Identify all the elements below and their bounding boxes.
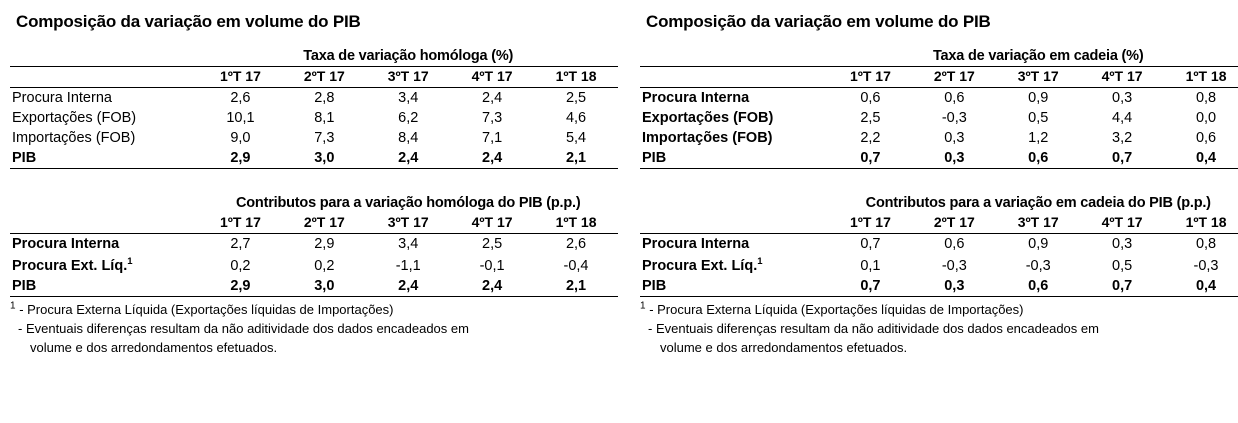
table-column-header-row (640, 67, 1238, 88)
table-span-header-row (640, 48, 1238, 67)
footnote-text: - Procura Externa Líquida (Exportações líquidas de Importações) (649, 301, 1024, 317)
cell-value: 6,2 (398, 110, 419, 126)
table-row (10, 254, 618, 276)
cell-value: 0,9 (1028, 90, 1049, 106)
cell-value: 0,0 (1195, 110, 1217, 126)
cell-value: 2,4 (482, 90, 503, 106)
cell-value: 0,4 (1164, 276, 1238, 297)
cell-value: -0,3 (941, 110, 967, 126)
cell-value: 0,2 (314, 257, 335, 274)
column-header: 1ºT 18 (1164, 67, 1238, 88)
row-label: Importações (FOB) (12, 130, 136, 146)
column-header: 1ºT 18 (534, 213, 618, 234)
cell-value: 0,3 (944, 130, 965, 146)
cell-value: 0,6 (1195, 130, 1217, 146)
cell-value: 0,6 (996, 276, 1080, 297)
row-label: Procura Interna (12, 236, 120, 252)
cell-value: 0,7 (828, 276, 912, 297)
cell-value: 0,9 (1028, 236, 1049, 252)
cell-value: 2,9 (198, 148, 282, 169)
cell-value: 0,8 (1195, 236, 1217, 252)
table-column-header-row (10, 67, 618, 88)
cell-value: -0,3 (941, 257, 967, 274)
cell-value: 7,3 (314, 130, 335, 146)
table-span-header-row (10, 195, 618, 213)
cell-value: 0,3 (1112, 90, 1133, 106)
column-header: 4ºT 17 (450, 67, 534, 88)
column-header: 1ºT 17 (198, 67, 282, 88)
row-label: Exportações (FOB) (642, 110, 774, 126)
cell-value: 4,4 (1112, 110, 1133, 126)
table-row-total (10, 148, 618, 169)
column-header: 3ºT 17 (996, 213, 1080, 234)
table-span-header-row (640, 195, 1238, 213)
row-label: Procura Interna (642, 236, 750, 252)
footnote-line: volume e dos arredondamentos efetuados. (660, 339, 908, 355)
row-label: PIB (640, 276, 828, 297)
cell-value: 5,4 (565, 130, 587, 146)
cell-value: 3,4 (398, 90, 419, 106)
cell-value: 0,7 (828, 148, 912, 169)
cell-value: 0,6 (944, 236, 965, 252)
column-header: 4ºT 17 (1080, 67, 1164, 88)
table-span-header-row (10, 48, 618, 67)
cell-value: -0,3 (1193, 257, 1219, 274)
footnote-line (640, 301, 1238, 320)
footnote-line: - Eventuais diferenças resultam da não aditividade dos dados encadeados em (648, 320, 1099, 336)
column-header: 2ºT 17 (912, 213, 996, 234)
table-row (640, 254, 1238, 276)
cell-value: 0,6 (996, 148, 1080, 169)
footnote-line (10, 301, 618, 320)
cell-value: 2,9 (314, 236, 335, 252)
cell-value: 7,1 (482, 130, 503, 146)
cell-value: -1,1 (395, 257, 421, 274)
cell-value: 2,5 (482, 236, 503, 252)
cell-value: 0,7 (1080, 148, 1164, 169)
table-row (640, 128, 1238, 148)
cell-value: 2,5 (565, 90, 587, 106)
page-title-left: Composição da variação em volume do PIB (16, 12, 361, 31)
cell-value: 2,5 (860, 110, 881, 126)
cell-value: 2,2 (860, 130, 881, 146)
panel-homologa (10, 0, 618, 357)
row-label: Importações (FOB) (642, 130, 773, 146)
table-row (10, 108, 618, 128)
table-row (640, 88, 1238, 109)
footnote-marker: 1 (757, 256, 763, 267)
table-row-total (10, 276, 618, 297)
cell-value: 0,5 (1112, 257, 1133, 274)
cell-value: 8,1 (314, 110, 335, 126)
column-header: 1ºT 17 (828, 213, 912, 234)
cell-value: 3,4 (398, 236, 419, 252)
span-header-label: Contributos para a variação homóloga do PIB (p.p.) (236, 195, 581, 211)
column-header: 2ºT 17 (282, 67, 366, 88)
cell-value: 2,4 (450, 276, 534, 297)
cell-value: 0,2 (230, 257, 251, 274)
footnote-line: - Eventuais diferenças resultam da não aditividade dos dados encadeados em (18, 320, 469, 336)
table-taxa-variacao-cadeia (640, 48, 1238, 169)
cell-value: 0,7 (1080, 276, 1164, 297)
table-row (10, 88, 618, 109)
panel-cadeia (640, 0, 1238, 357)
column-header: 4ºT 17 (450, 213, 534, 234)
row-label-text: Procura Ext. Líq. (12, 257, 128, 274)
cell-value: -0,1 (479, 257, 505, 274)
row-label: Procura Interna (12, 90, 112, 106)
column-header: 1ºT 17 (198, 213, 282, 234)
column-header: 3ºT 17 (366, 213, 450, 234)
footnotes-right (640, 301, 1238, 358)
footnote-marker: 1 (10, 300, 16, 312)
cell-value: 9,0 (230, 130, 251, 146)
cell-value: 0,3 (912, 276, 996, 297)
table-row (640, 234, 1238, 255)
table-taxa-variacao-homologa (10, 48, 618, 169)
cell-value: 0,7 (860, 236, 881, 252)
table-row (10, 234, 618, 255)
row-label: PIB (10, 148, 198, 169)
column-header: 1ºT 18 (534, 67, 618, 88)
cell-value: 2,1 (534, 276, 618, 297)
page-title-right: Composição da variação em volume do PIB (646, 12, 991, 31)
column-header: 2ºT 17 (912, 67, 996, 88)
footnote-text: - Procura Externa Líquida (Exportações líquidas de Importações) (19, 301, 394, 317)
column-header: 2ºT 17 (282, 213, 366, 234)
column-header: 4ºT 17 (1080, 213, 1164, 234)
row-label-text: Procura Ext. Líq. (642, 257, 758, 274)
column-header: 3ºT 17 (366, 67, 450, 88)
cell-value: 10,1 (226, 110, 255, 126)
cell-value: 0,5 (1028, 110, 1049, 126)
cell-value: 3,0 (282, 276, 366, 297)
cell-value: 1,2 (1028, 130, 1049, 146)
span-header-label: Contributos para a variação em cadeia do PIB (p.p.) (865, 195, 1211, 211)
cell-value: -0,3 (1025, 257, 1051, 274)
row-label (640, 254, 828, 276)
cell-value: 2,4 (366, 276, 450, 297)
cell-value: 2,6 (230, 90, 251, 106)
cell-value: 0,3 (912, 148, 996, 169)
cell-value: 7,3 (482, 110, 503, 126)
span-header-label: Taxa de variação em cadeia (%) (828, 48, 1238, 67)
table-contributos-homologa (10, 195, 618, 297)
cell-value: 0,3 (1112, 236, 1133, 252)
cell-value: 2,4 (366, 148, 450, 169)
footnote-line: volume e dos arredondamentos efetuados. (30, 339, 278, 355)
column-header: 1ºT 17 (828, 67, 912, 88)
row-label: Exportações (FOB) (12, 110, 137, 126)
cell-value: 2,6 (565, 236, 587, 252)
table-row-total (640, 276, 1238, 297)
table-row (640, 108, 1238, 128)
table-column-header-row (640, 213, 1238, 234)
cell-value: 0,4 (1164, 148, 1238, 169)
row-label: PIB (640, 148, 828, 169)
cell-value: 4,6 (565, 110, 587, 126)
cell-value: -0,4 (563, 257, 589, 274)
cell-value: 3,2 (1112, 130, 1133, 146)
footnote-marker: 1 (640, 300, 646, 312)
row-label: Procura Interna (642, 90, 750, 106)
cell-value: 2,7 (230, 236, 251, 252)
cell-value: 0,8 (1195, 90, 1217, 106)
table-contributos-cadeia (640, 195, 1238, 297)
cell-value: 2,4 (450, 148, 534, 169)
cell-value: 8,4 (398, 130, 419, 146)
column-header: 1ºT 18 (1164, 213, 1238, 234)
footnote-marker: 1 (127, 256, 133, 267)
table-row-total (640, 148, 1238, 169)
span-header-label: Taxa de variação homóloga (%) (198, 48, 618, 67)
cell-value: 2,9 (198, 276, 282, 297)
column-header: 3ºT 17 (996, 67, 1080, 88)
table-column-header-row (10, 213, 618, 234)
cell-value: 0,6 (860, 90, 881, 106)
cell-value: 3,0 (282, 148, 366, 169)
cell-value: 0,1 (860, 257, 881, 274)
row-label: PIB (10, 276, 198, 297)
cell-value: 0,6 (944, 90, 965, 106)
cell-value: 2,1 (534, 148, 618, 169)
table-row (10, 128, 618, 148)
footnotes-left (10, 301, 618, 358)
cell-value: 2,8 (314, 90, 335, 106)
row-label (10, 254, 198, 276)
